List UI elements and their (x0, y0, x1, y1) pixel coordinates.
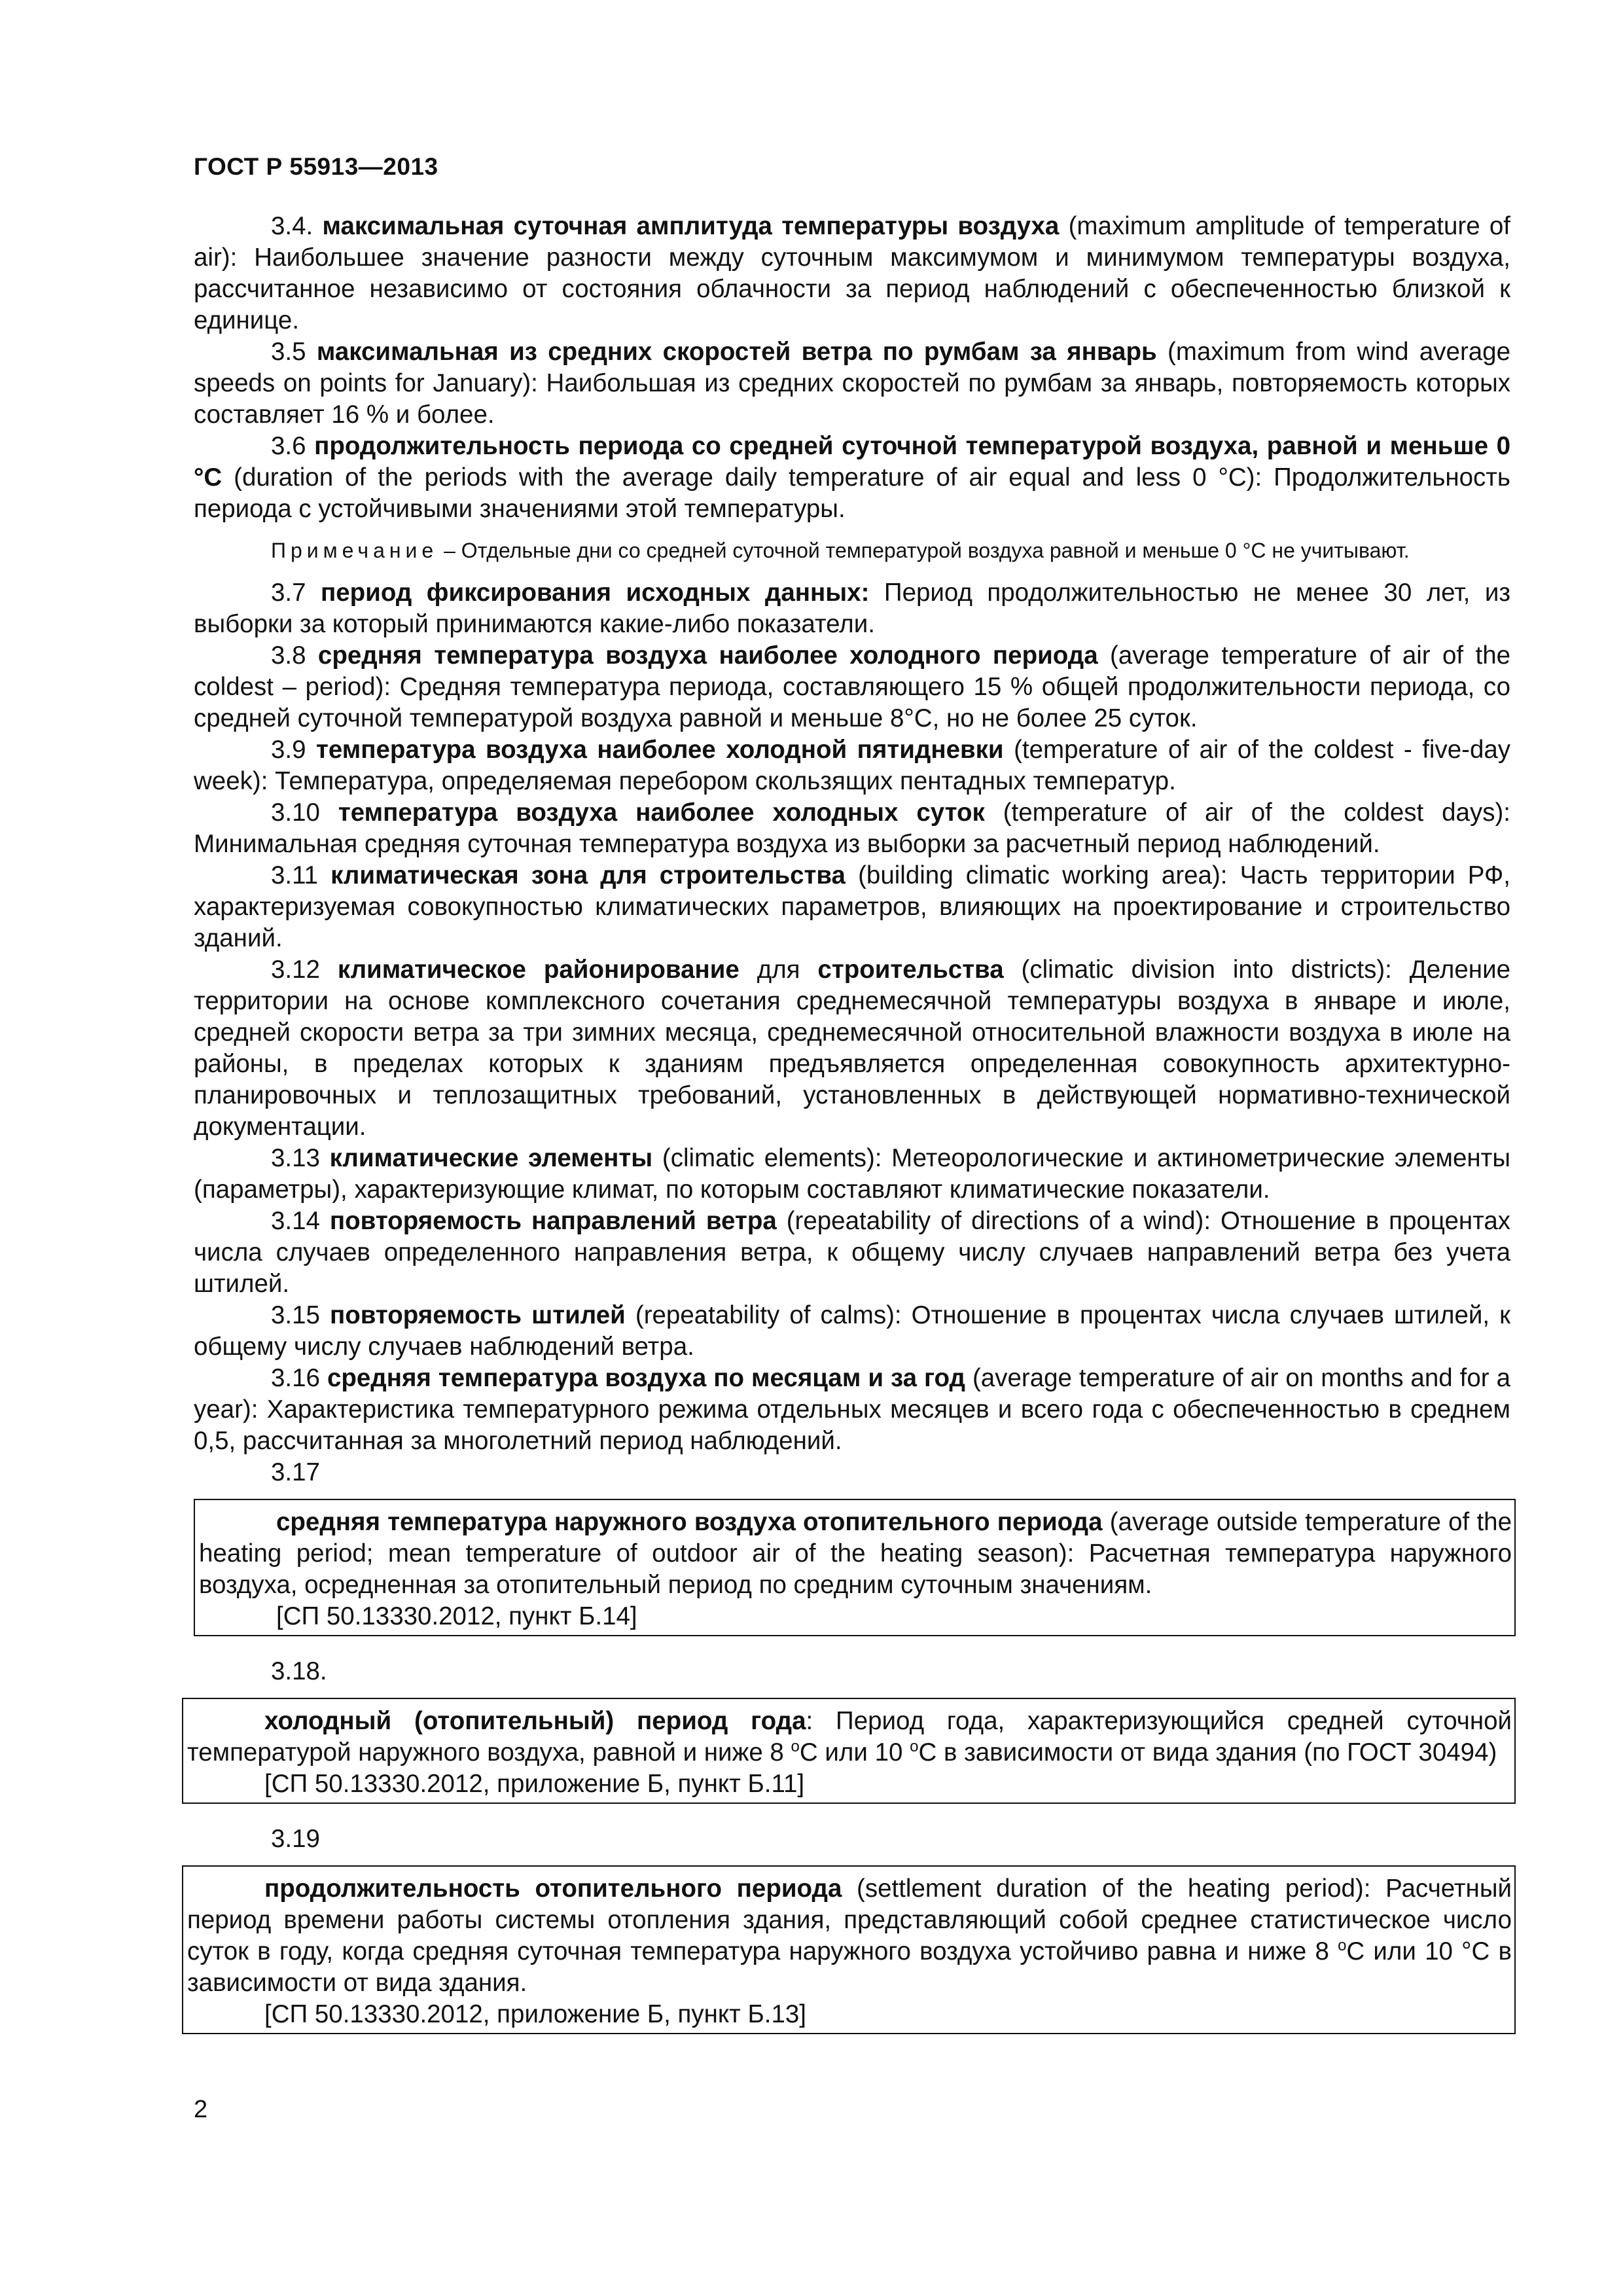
document-body (187, 211, 1512, 2034)
clause-number: 3.13 (271, 1144, 330, 1172)
clause-3-19-number: 3.19 (271, 1825, 320, 1853)
clause-3-15 (194, 1300, 1510, 1363)
term-title: максимальная суточная амплитуда температуры воздуха (322, 212, 1060, 240)
clause-number: 3.16 (271, 1364, 327, 1392)
term-definition: (maximum from wind average speeds on points for January): Наибольшая из средних скоростей по румбам за январь, повторяемость которых составляет 16 % и более. (194, 338, 1510, 429)
term-title: климатическая зона для строительства (330, 861, 846, 889)
document-id-header: ГОСТ Р 55913—2013 (194, 153, 438, 180)
term-title: средняя температура наружного воздуха отопительного периода (276, 1508, 1103, 1536)
term-title: продолжительность отопительного периода (264, 1874, 842, 1903)
term-definition: (repeatability of directions of a wind): Отношение в процентах числа случаев определенного направления ветра, к общему числу случаев направлений ветра без учета штилей. (194, 1207, 1510, 1298)
clause-number: 3.9 (271, 736, 317, 764)
term-title: климатическое районирование (337, 956, 740, 984)
term-definition-a: : Период года, характеризующийся средней суточной температурой наружного воздуха, равной и ниже 8 (187, 1707, 1512, 1767)
clause-3-6 (194, 431, 1510, 525)
term-definition: (climatic elements): Метеорологические и актинометрические элементы (параметры), характеризующие климат, по которым составляют климатические показатели. (194, 1144, 1510, 1204)
clause-3-17-number: 3.17 (271, 1458, 320, 1486)
boxed-definition (187, 1706, 1512, 1768)
term-title: продолжительность периода со средней суточной температурой воздуха, равной и меньше 0 °С (194, 432, 1510, 492)
term-title: средняя температура воздуха наиболее холодного периода (317, 641, 1098, 670)
clause-3-13 (194, 1143, 1510, 1206)
term-definition-b: С или 10 (799, 1738, 910, 1767)
clause-3-5 (194, 336, 1510, 431)
clause-3-12 (194, 954, 1510, 1143)
term-title: климатические элементы (329, 1144, 653, 1172)
boxed-definition (187, 1873, 1512, 1999)
note-label: Примечание (271, 539, 438, 562)
term-title: температура воздуха наиболее холодных суток (338, 798, 985, 827)
term-title: повторяемость штилей (330, 1301, 626, 1329)
term-definition: (average outside temperature of the heating period; mean temperature of outdoor air of the heating season): Расчетная температура наружного воздуха, осредненная за отопительный период по средним суточным значениям. (199, 1508, 1512, 1599)
boxed-definition (199, 1507, 1512, 1601)
clause-number: 3.4. (271, 212, 323, 240)
term-title: температура воздуха наиболее холодной пятидневки (316, 736, 1004, 764)
clause-3-17-box (194, 1499, 1516, 1636)
source-reference: [СП 50.13330.2012, приложение Б, пункт Б.11] (264, 1770, 805, 1798)
term-title: средняя температура воздуха по месяцам и за год (327, 1364, 965, 1392)
clause-3-8 (194, 640, 1510, 734)
clause-3-10 (194, 797, 1510, 860)
source-reference: [СП 50.13330.2012, приложение Б, пункт Б.13] (264, 2000, 806, 2028)
term-title: период фиксирования исходных данных: (321, 579, 870, 607)
clause-number: 3.12 (271, 956, 338, 984)
term-title: максимальная из средних скоростей ветра по румбам за январь (316, 338, 1157, 366)
term-definition: Период продолжительностью не менее 30 лет, из выборки за который принимаются какие-либо показатели. (194, 579, 1510, 638)
term-definition: (maximum amplitude of temperature of air): Наибольшее значение разности между суточным максимумом и минимумом температуры воздуха, рассчитанное независимо от состояния облачности за период наблюдений с обеспеченностью близкой к единице. (194, 212, 1511, 334)
clause-note (194, 537, 1510, 564)
clause-3-16 (194, 1363, 1510, 1457)
term-connector: для (739, 956, 818, 984)
clause-number: 3.15 (271, 1301, 330, 1329)
clause-3-9 (194, 734, 1510, 797)
clause-number: 3.11 (271, 861, 331, 889)
term-definition-c: С в зависимости от вида здания (по ГОСТ 30494) (918, 1738, 1497, 1767)
term-definition: (repeatability of calms): Отношение в процентах числа случаев штилей, к общему числу случаев наблюдений ветра. (194, 1301, 1510, 1361)
term-definition: (temperature of air of the coldest - five-day week): Температура, определяемая перебором скользящих пентадных температур. (194, 736, 1511, 795)
clause-number: 3.6 (271, 432, 315, 460)
term-definition: (duration of the periods with the average daily temperature of air equal and less 0 °С): Продолжительность периода с устойчивыми значениями этой температуры. (194, 463, 1510, 523)
term-definition-b: С или 10 °С в зависимости от вида здания. (187, 1937, 1512, 1997)
clause-3-11 (194, 860, 1510, 954)
clause-3-14 (194, 1206, 1510, 1300)
clause-3-7 (194, 577, 1510, 640)
clause-number: 3.8 (271, 641, 318, 670)
clause-3-4 (194, 211, 1510, 336)
term-title-continued: строительства (817, 956, 1004, 984)
term-definition: (temperature of air of the coldest days): Минимальная средняя суточная температура воздуха из выборки за расчетный период наблюдений. (194, 798, 1510, 858)
term-definition: (building climatic working area): Часть территории РФ, характеризуемая совокупностью климатических параметров, влияющих на проектирование и строительство зданий. (194, 861, 1510, 952)
degree-sign: о (910, 1738, 919, 1755)
term-definition: (average temperature of air on months and for a year): Характеристика температурного режима отдельных месяцев и всего года с обеспеченностью в среднем 0,5, рассчитанная за многолетний период наблюдений. (194, 1364, 1510, 1455)
term-title: повторяемость направлений ветра (329, 1207, 777, 1235)
source-reference: [СП 50.13330.2012, пункт Б.14] (276, 1602, 637, 1630)
term-definition: (climatic division into districts): Деление территории на основе комплексного сочетания среднемесячной температуры воздуха в январе и июле, средней скорости ветра за три зимних месяца, среднемесячной относительной влажности воздуха в июле на районы, в пределах которых к зданиям предъявляется определенная совокупность архитектурно-планировочных и теплозащитных требований, установленных в действующей нормативно-технической документации. (194, 956, 1510, 1141)
degree-sign: о (1338, 1937, 1347, 1954)
degree-sign: о (791, 1738, 800, 1755)
page-number: 2 (194, 2096, 208, 2123)
clause-number: 3.14 (271, 1207, 330, 1235)
clause-3-18-number: 3.18. (271, 1657, 327, 1685)
note-text: – Отдельные дни со средней суточной температурой воздуха равной и меньше 0 °С не учитывают. (438, 539, 1410, 562)
term-definition-a: (settlement duration of the heating period): Расчетный период времени работы системы отопления здания, представляющий собой среднее статистическое число суток в году, когда средняя суточная температура наружного воздуха устойчиво равна и ниже 8 (187, 1874, 1512, 1965)
clause-number: 3.5 (271, 338, 317, 366)
clause-3-18-box (182, 1698, 1516, 1804)
clause-number: 3.10 (271, 798, 338, 827)
clause-number: 3.7 (271, 579, 321, 607)
term-definition: (average temperature of air of the coldest – period): Средняя температура периода, составляющего 15 % общей продолжительности периода, со средней суточной температурой воздуха равной и меньше 8°С, но не более 25 суток. (194, 641, 1511, 732)
clause-3-19-box (182, 1865, 1516, 2034)
term-title: холодный (отопительный) период года (264, 1707, 806, 1735)
